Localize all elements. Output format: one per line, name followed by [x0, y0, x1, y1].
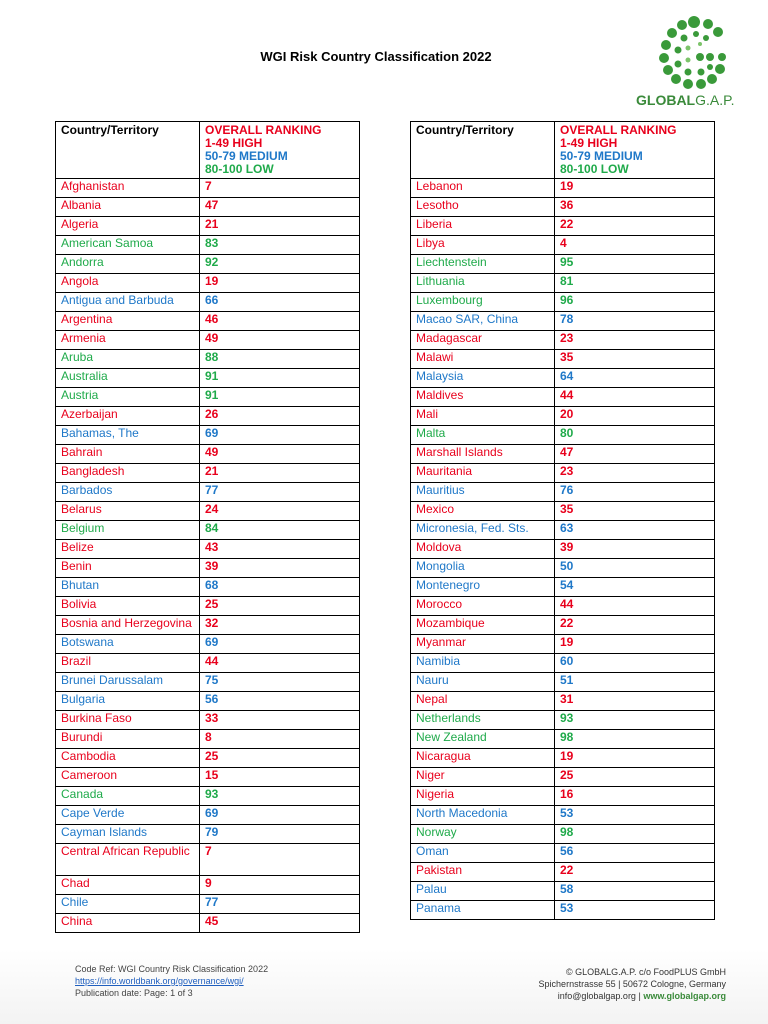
- country-score: 36: [555, 198, 715, 217]
- high-range-label: 1-49 HIGH: [560, 136, 618, 150]
- code-ref: Code Ref: WGI Country Risk Classification 2022: [75, 964, 269, 974]
- country-score: 95: [555, 255, 715, 274]
- country-name: Belize: [56, 540, 200, 559]
- table-row: [56, 350, 360, 369]
- country-score: 21: [200, 217, 360, 236]
- country-score: 56: [200, 692, 360, 711]
- country-name: Macao SAR, China: [411, 312, 555, 331]
- overall-ranking-label: OVERALL RANKING: [560, 123, 677, 137]
- country-score: 53: [555, 901, 715, 920]
- country-score: 78: [555, 312, 715, 331]
- country-score: 35: [555, 350, 715, 369]
- table-row: [56, 616, 360, 635]
- table-row: [56, 464, 360, 483]
- table-row: [56, 331, 360, 350]
- table-row: [411, 350, 715, 369]
- country-score: 35: [555, 502, 715, 521]
- table-row: [56, 711, 360, 730]
- country-score: 84: [200, 521, 360, 540]
- table-row: [56, 768, 360, 787]
- table-row: [56, 540, 360, 559]
- country-score: 50: [555, 559, 715, 578]
- overall-ranking-label: OVERALL RANKING: [205, 123, 322, 137]
- country-name: Burundi: [56, 730, 200, 749]
- country-score: 20: [555, 407, 715, 426]
- country-name: Cape Verde: [56, 806, 200, 825]
- table-row: [56, 426, 360, 445]
- low-range-label: 80-100 LOW: [205, 162, 274, 176]
- country-score: 80: [555, 426, 715, 445]
- table-row: [411, 293, 715, 312]
- country-score: 22: [555, 217, 715, 236]
- country-score: 51: [555, 673, 715, 692]
- table-row: [56, 825, 360, 844]
- country-name: New Zealand: [411, 730, 555, 749]
- country-name: Bahrain: [56, 445, 200, 464]
- country-name: Micronesia, Fed. Sts.: [411, 521, 555, 540]
- country-name: Argentina: [56, 312, 200, 331]
- table-row: [411, 198, 715, 217]
- country-name: Brazil: [56, 654, 200, 673]
- country-name: Pakistan: [411, 863, 555, 882]
- country-name: Austria: [56, 388, 200, 407]
- country-name: Lithuania: [411, 274, 555, 293]
- table-row: [411, 369, 715, 388]
- page-title: WGI Risk Country Classification 2022: [260, 49, 492, 64]
- country-score: 93: [200, 787, 360, 806]
- country-score: 49: [200, 445, 360, 464]
- website-link[interactable]: www.globalgap.org: [643, 991, 726, 1001]
- country-name: Lebanon: [411, 179, 555, 198]
- country-score: 21: [200, 464, 360, 483]
- country-name: Cameroon: [56, 768, 200, 787]
- country-score: 79: [200, 825, 360, 844]
- ranking-table-right: [410, 121, 715, 920]
- table-row: [411, 730, 715, 749]
- country-score: 91: [200, 369, 360, 388]
- worldbank-wgi-link[interactable]: https://info.worldbank.org/governance/wgi/: [75, 976, 244, 986]
- country-name: American Samoa: [56, 236, 200, 255]
- table-row: [56, 844, 360, 876]
- table-row: [56, 445, 360, 464]
- table-row: [411, 331, 715, 350]
- table-row: [56, 597, 360, 616]
- country-name: Angola: [56, 274, 200, 293]
- country-score: 19: [555, 635, 715, 654]
- table-row: [411, 407, 715, 426]
- table-row: [411, 502, 715, 521]
- table-row: [56, 787, 360, 806]
- table-row: [56, 388, 360, 407]
- table-row: [411, 217, 715, 236]
- country-name: Benin: [56, 559, 200, 578]
- country-score: 75: [200, 673, 360, 692]
- country-score: 19: [200, 274, 360, 293]
- table-row: [411, 692, 715, 711]
- country-name: Namibia: [411, 654, 555, 673]
- country-name: Chile: [56, 895, 200, 914]
- country-score: 15: [200, 768, 360, 787]
- table-row: [56, 914, 360, 933]
- table-row: [411, 787, 715, 806]
- country-name: Bolivia: [56, 597, 200, 616]
- country-name: Malaysia: [411, 369, 555, 388]
- country-score: 7: [200, 179, 360, 198]
- table-row: [411, 483, 715, 502]
- country-score: 33: [200, 711, 360, 730]
- country-score: 76: [555, 483, 715, 502]
- country-name: Nauru: [411, 673, 555, 692]
- table-row: [56, 895, 360, 914]
- country-name: Antigua and Barbuda: [56, 293, 200, 312]
- table-row: [56, 806, 360, 825]
- table-row: [411, 654, 715, 673]
- country-name: Liberia: [411, 217, 555, 236]
- footer-reference: [75, 963, 268, 999]
- table-row: [411, 540, 715, 559]
- country-score: 49: [200, 331, 360, 350]
- address-text: Spichernstrasse 55 | 50672 Cologne, Germany: [538, 979, 726, 989]
- country-name: Belarus: [56, 502, 200, 521]
- country-name: Afghanistan: [56, 179, 200, 198]
- country-name: Brunei Darussalam: [56, 673, 200, 692]
- country-score: 83: [200, 236, 360, 255]
- table-row: [56, 293, 360, 312]
- footer-separator: |: [638, 991, 641, 1001]
- country-name: Albania: [56, 198, 200, 217]
- high-range-label: 1-49 HIGH: [205, 136, 263, 150]
- country-score: 58: [555, 882, 715, 901]
- country-name: Malawi: [411, 350, 555, 369]
- publication-date: Publication date: Page: 1 of 3: [75, 988, 193, 998]
- country-name: Armenia: [56, 331, 200, 350]
- country-name: Niger: [411, 768, 555, 787]
- country-score: 81: [555, 274, 715, 293]
- country-score: 43: [200, 540, 360, 559]
- table-row: [411, 521, 715, 540]
- country-name: Oman: [411, 844, 555, 863]
- table-row: [56, 521, 360, 540]
- country-score: 31: [555, 692, 715, 711]
- table-row: [56, 502, 360, 521]
- table-row: [56, 559, 360, 578]
- country-name: Maldives: [411, 388, 555, 407]
- country-name: Myanmar: [411, 635, 555, 654]
- country-name: Bhutan: [56, 578, 200, 597]
- country-score: 25: [200, 597, 360, 616]
- country-score: 92: [200, 255, 360, 274]
- country-name: Bulgaria: [56, 692, 200, 711]
- country-score: 19: [555, 749, 715, 768]
- copyright-text: © GLOBALG.A.P. c/o FoodPLUS GmbH: [565, 967, 726, 977]
- country-name: Nepal: [411, 692, 555, 711]
- table-row: [56, 217, 360, 236]
- country-name: Madagascar: [411, 331, 555, 350]
- logo-wordmark-rest: G.A.P.: [695, 92, 735, 108]
- table-header-row: [56, 122, 360, 179]
- logo-wordmark-bold: GLOBAL: [636, 92, 696, 108]
- table-row: [411, 312, 715, 331]
- globalgap-logo: [636, 14, 754, 110]
- country-score: 23: [555, 464, 715, 483]
- country-column-header: Country/Territory: [411, 122, 555, 179]
- table-row: [56, 255, 360, 274]
- table-row: [56, 369, 360, 388]
- country-name: Algeria: [56, 217, 200, 236]
- country-score: 45: [200, 914, 360, 933]
- table-row: [411, 635, 715, 654]
- ranking-table-left: [55, 121, 360, 933]
- country-score: 44: [200, 654, 360, 673]
- country-score: 69: [200, 806, 360, 825]
- table-row: [411, 768, 715, 787]
- table-row: [56, 198, 360, 217]
- medium-range-label: 50-79 MEDIUM: [560, 149, 643, 163]
- country-name: Panama: [411, 901, 555, 920]
- country-name: Bangladesh: [56, 464, 200, 483]
- country-name: Luxembourg: [411, 293, 555, 312]
- country-score: 96: [555, 293, 715, 312]
- country-score: 54: [555, 578, 715, 597]
- country-score: 88: [200, 350, 360, 369]
- country-name: Moldova: [411, 540, 555, 559]
- country-name: Barbados: [56, 483, 200, 502]
- country-name: Nigeria: [411, 787, 555, 806]
- table-row: [56, 236, 360, 255]
- country-name: North Macedonia: [411, 806, 555, 825]
- table-row: [411, 578, 715, 597]
- country-score: 68: [200, 578, 360, 597]
- table-row: [411, 673, 715, 692]
- ranking-column-header: [555, 122, 715, 179]
- table-row: [56, 179, 360, 198]
- table-row: [411, 445, 715, 464]
- logo-wordmark: [636, 92, 754, 108]
- country-name: Nicaragua: [411, 749, 555, 768]
- country-name: Netherlands: [411, 711, 555, 730]
- country-name: Mauritius: [411, 483, 555, 502]
- country-score: 22: [555, 863, 715, 882]
- contact-email[interactable]: info@globalgap.org: [557, 991, 636, 1001]
- low-range-label: 80-100 LOW: [560, 162, 629, 176]
- table-row: [411, 559, 715, 578]
- table-row: [56, 749, 360, 768]
- country-score: 46: [200, 312, 360, 331]
- country-name: Norway: [411, 825, 555, 844]
- country-score: 56: [555, 844, 715, 863]
- table-row: [56, 483, 360, 502]
- country-score: 60: [555, 654, 715, 673]
- country-name: Canada: [56, 787, 200, 806]
- country-name: Montenegro: [411, 578, 555, 597]
- country-score: 98: [555, 825, 715, 844]
- country-score: 69: [200, 426, 360, 445]
- country-name: Belgium: [56, 521, 200, 540]
- country-score: 63: [555, 521, 715, 540]
- country-score: 77: [200, 895, 360, 914]
- country-score: 26: [200, 407, 360, 426]
- country-score: 9: [200, 876, 360, 895]
- country-score: 32: [200, 616, 360, 635]
- country-name: Burkina Faso: [56, 711, 200, 730]
- country-name: Botswana: [56, 635, 200, 654]
- country-score: 47: [200, 198, 360, 217]
- table-row: [411, 179, 715, 198]
- table-row: [56, 673, 360, 692]
- table-row: [411, 806, 715, 825]
- country-score: 39: [555, 540, 715, 559]
- table-row: [56, 578, 360, 597]
- country-name: Mozambique: [411, 616, 555, 635]
- country-score: 53: [555, 806, 715, 825]
- country-name: Andorra: [56, 255, 200, 274]
- country-name: Mongolia: [411, 559, 555, 578]
- country-column-header: Country/Territory: [56, 122, 200, 179]
- country-name: Libya: [411, 236, 555, 255]
- country-score: 44: [555, 388, 715, 407]
- country-name: Azerbaijan: [56, 407, 200, 426]
- country-score: 24: [200, 502, 360, 521]
- table-row: [411, 255, 715, 274]
- country-name: Malta: [411, 426, 555, 445]
- country-name: Bahamas, The: [56, 426, 200, 445]
- table-row: [56, 692, 360, 711]
- table-row: [56, 654, 360, 673]
- footer-contact: [539, 966, 726, 1002]
- table-row: [411, 616, 715, 635]
- country-score: 44: [555, 597, 715, 616]
- table-row: [411, 825, 715, 844]
- globalgap-leaf-g-icon: [654, 14, 734, 90]
- table-row: [411, 863, 715, 882]
- country-score: 25: [555, 768, 715, 787]
- country-score: 23: [555, 331, 715, 350]
- table-row: [411, 388, 715, 407]
- table-row: [56, 274, 360, 293]
- table-header-row: [411, 122, 715, 179]
- country-score: 16: [555, 787, 715, 806]
- country-score: 25: [200, 749, 360, 768]
- table-row: [411, 882, 715, 901]
- country-score: 22: [555, 616, 715, 635]
- ranking-column-header: [200, 122, 360, 179]
- table-row: [56, 730, 360, 749]
- country-name: Marshall Islands: [411, 445, 555, 464]
- country-score: 66: [200, 293, 360, 312]
- table-row: [56, 407, 360, 426]
- country-score: 47: [555, 445, 715, 464]
- country-score: 4: [555, 236, 715, 255]
- country-name: Mali: [411, 407, 555, 426]
- country-score: 7: [200, 844, 360, 876]
- medium-range-label: 50-79 MEDIUM: [205, 149, 288, 163]
- table-row: [56, 876, 360, 895]
- table-row: [411, 711, 715, 730]
- table-row: [411, 426, 715, 445]
- country-name: Lesotho: [411, 198, 555, 217]
- country-name: Morocco: [411, 597, 555, 616]
- table-row: [411, 844, 715, 863]
- country-name: Cayman Islands: [56, 825, 200, 844]
- table-row: [411, 901, 715, 920]
- country-score: 98: [555, 730, 715, 749]
- table-row: [411, 274, 715, 293]
- country-name: Palau: [411, 882, 555, 901]
- table-row: [411, 464, 715, 483]
- table-row: [411, 236, 715, 255]
- country-name: Bosnia and Herzegovina: [56, 616, 200, 635]
- country-name: Liechtenstein: [411, 255, 555, 274]
- country-name: Mauritania: [411, 464, 555, 483]
- country-score: 19: [555, 179, 715, 198]
- country-name: China: [56, 914, 200, 933]
- country-score: 64: [555, 369, 715, 388]
- table-row: [411, 597, 715, 616]
- country-score: 69: [200, 635, 360, 654]
- country-name: Australia: [56, 369, 200, 388]
- country-score: 93: [555, 711, 715, 730]
- table-row: [56, 635, 360, 654]
- table-row: [56, 312, 360, 331]
- country-score: 8: [200, 730, 360, 749]
- country-name: Central African Republic: [56, 844, 200, 876]
- country-name: Chad: [56, 876, 200, 895]
- country-name: Aruba: [56, 350, 200, 369]
- country-name: Cambodia: [56, 749, 200, 768]
- table-row: [411, 749, 715, 768]
- country-score: 39: [200, 559, 360, 578]
- country-score: 77: [200, 483, 360, 502]
- country-score: 91: [200, 388, 360, 407]
- country-name: Mexico: [411, 502, 555, 521]
